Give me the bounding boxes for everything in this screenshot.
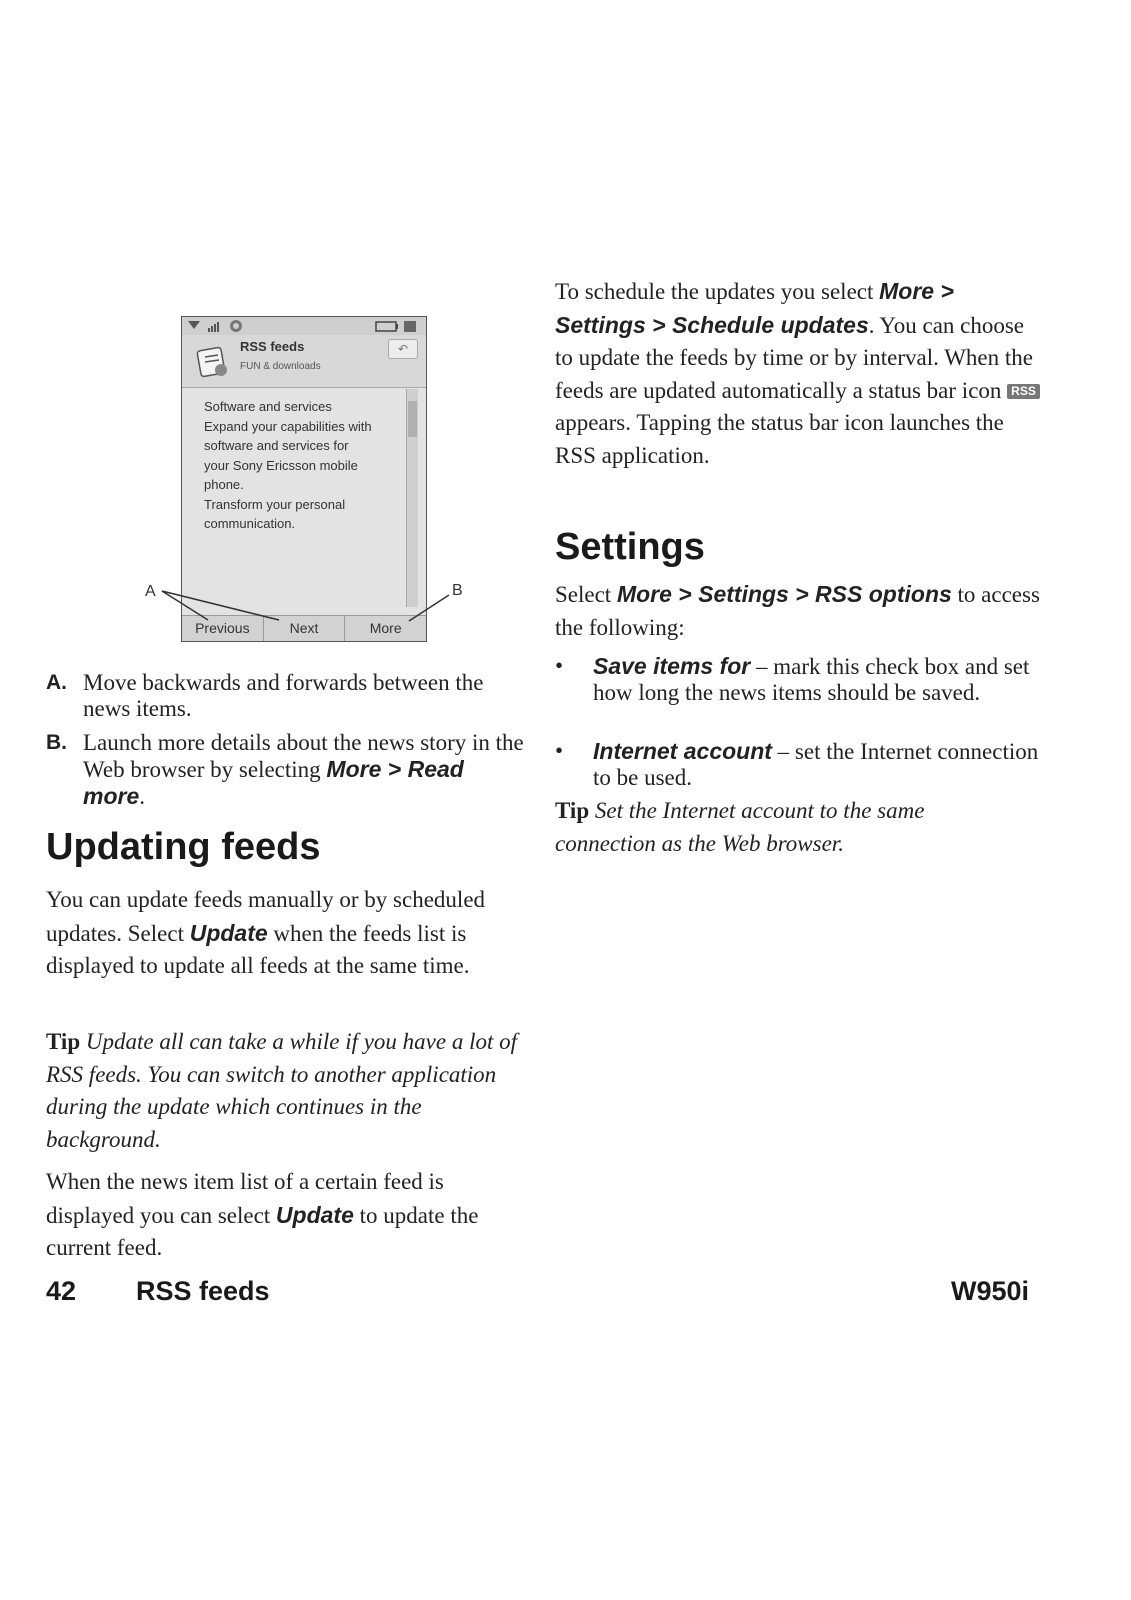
callout-b-label: B: [452, 582, 463, 599]
settings-tip: Tip Set the Internet account to the same connection as the Web browser.: [555, 798, 925, 856]
phone-screenshot: [181, 316, 427, 642]
settings-heading: Settings: [555, 526, 705, 568]
legend-text: Move backwards and forwards between the news items.: [83, 670, 484, 721]
footer-section-title: RSS feeds: [136, 1276, 270, 1306]
settings-bullet-save-items: • Save items for – mark this check box and set how long the news items should be saved.: [555, 653, 1030, 705]
status-bar: [182, 317, 426, 336]
scrollbar-thumb[interactable]: [408, 401, 417, 437]
news-line: Transform your personal: [204, 496, 346, 512]
page-number: 42: [46, 1276, 77, 1306]
rss-status-icon: RSS: [1007, 384, 1040, 399]
footer-model: W950i: [951, 1276, 1030, 1306]
news-line: Software and services: [204, 399, 332, 414]
more-softkey[interactable]: More: [369, 620, 402, 636]
softkey-bar: [182, 615, 426, 641]
legend-item-b: [46, 730, 526, 810]
settings-intro: Select More > Settings > RSS options to access the following:: [555, 581, 1040, 640]
callout-a-label: A: [145, 583, 156, 600]
legend-label: B.: [46, 731, 67, 754]
legend-text: Launch more details about the news story in the Web browser by selecting More > Read more.: [83, 730, 524, 809]
schedule-paragraph: To schedule the updates you select More > Settings > Schedule updates. You can choose to update the feeds by time or by interval. When the feeds are updated automatically a status bar icon RSS appears. Tapping the status bar icon launches the RSS application.: [555, 275, 1045, 472]
legend-label: A.: [46, 671, 67, 694]
scrollbar[interactable]: [406, 389, 418, 607]
news-item-body: [204, 397, 404, 534]
signal-icon: [186, 318, 256, 334]
news-line: communication.: [204, 516, 296, 531]
app-title: RSS feeds: [240, 339, 305, 354]
rss-app-icon: [196, 343, 232, 379]
legend-item-a: [46, 670, 526, 722]
battery-icon: [372, 318, 422, 334]
previous-softkey[interactable]: Previous: [182, 616, 264, 641]
updating-tip: Tip Update all can take a while if you have a lot of RSS feeds. You can switch to another application during the update which continues in the background.: [46, 1029, 518, 1152]
news-line: phone.: [204, 477, 244, 492]
updating-feeds-heading: Updating feeds: [46, 826, 321, 868]
back-icon[interactable]: ↶: [388, 339, 418, 359]
current-feed-paragraph: When the news item list of a certain feed is displayed you can select Update to update the current feed.: [46, 1169, 479, 1260]
app-subtitle: FUN & downloads: [240, 361, 321, 372]
news-line: software and services for: [204, 438, 349, 453]
news-line: Expand your capabilities with: [204, 418, 372, 434]
updating-paragraph: You can update feeds manually or by scheduled updates. Select Update when the feeds list is displayed to update all feeds at the same time.: [46, 887, 486, 978]
settings-bullet-internet-account: • Internet account – set the Internet connection to be used.: [555, 738, 1039, 790]
news-line: your Sony Ericsson mobile: [204, 457, 358, 473]
next-softkey[interactable]: Next: [264, 616, 346, 641]
